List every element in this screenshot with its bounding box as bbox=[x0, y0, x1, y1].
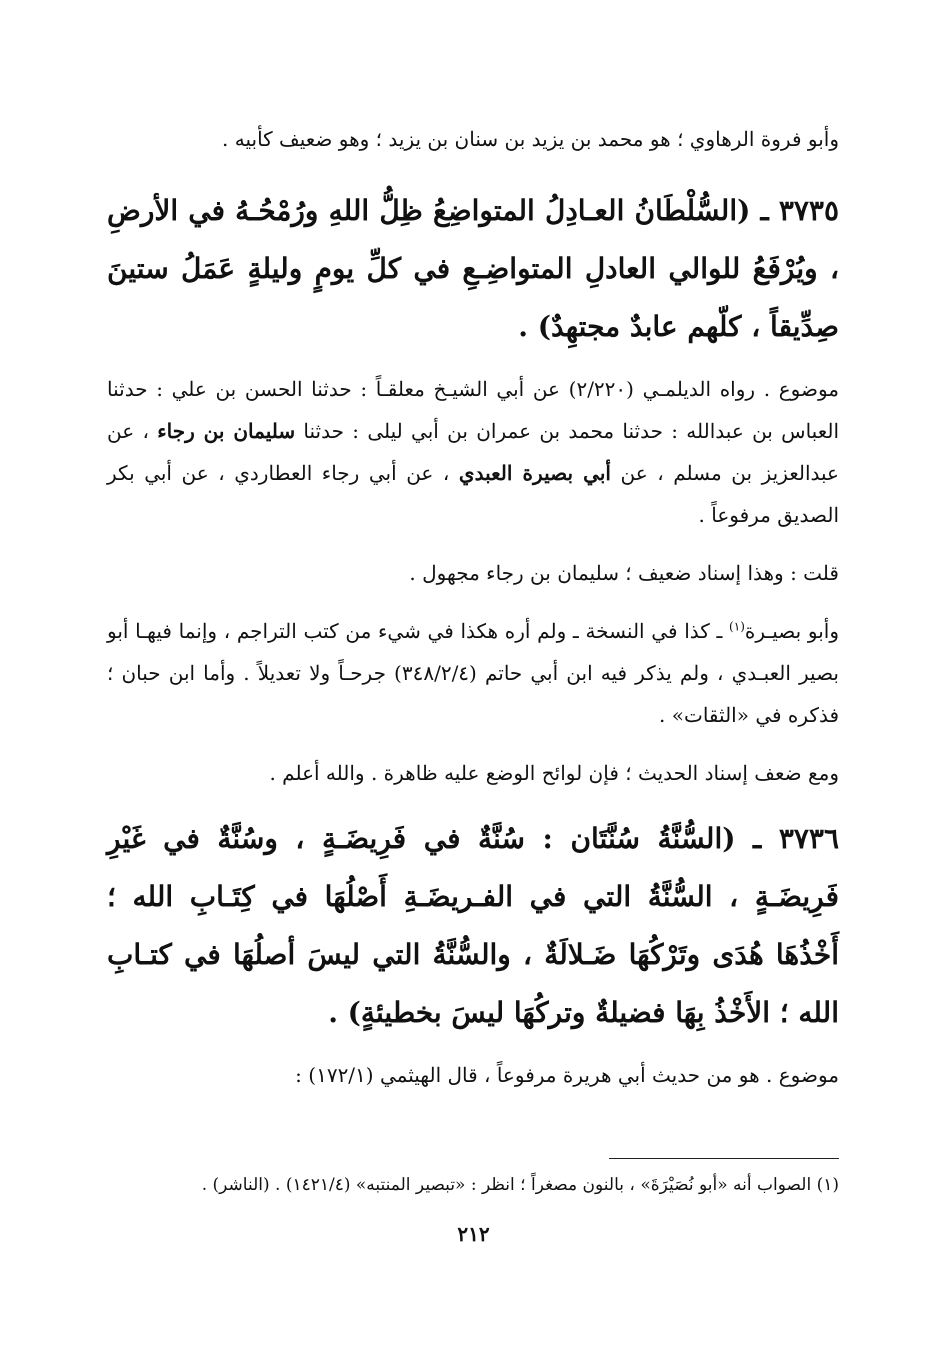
page-body bbox=[107, 118, 839, 1112]
footnote-reference[interactable]: (١) bbox=[729, 619, 745, 634]
hadith-3735: ٣٧٣٥ ـ (السُّلْطَانُ العـادِلُ المتواضِعُ ظِلُّ اللهِ ورُمْحُـهُ في الأرضِ ، ويُرْفَعُ للوالي العادلِ المتواضِـعِ في كلِّ يومٍ وليلةٍ عَمَلُ ستينَ صِدِّيقاً ، كلّهم عابدٌ مجتهِدٌ) . bbox=[107, 194, 839, 343]
takhrij-text-c: ، عن عبدالعزيز بن مسلم ، عن bbox=[107, 419, 839, 485]
paragraph-takhrij-3735 bbox=[107, 368, 839, 536]
paragraph-conclusion: ومع ضعف إسناد الحديث ؛ فإن لوائح الوضع عليه ظاهرة . والله أعلم . bbox=[269, 761, 839, 785]
narrator-sulayman: سليمان بن رجاء bbox=[157, 419, 296, 443]
paragraph-qultu: قلت : وهذا إسناد ضعيف ؛ سليمان بن رجاء مجهول . bbox=[409, 561, 839, 585]
paragraph-abu-farwa: وأبو فروة الرهاوي ؛ هو محمد بن يزيد بن سنان بن يزيد ؛ وهو ضعيف كأبيه . bbox=[222, 127, 839, 151]
takhrij-text-e: ، عن أبي رجاء العطاردي ، عن أبي بكر الصديق مرفوعاً . bbox=[107, 461, 839, 527]
abu-basira-text-b: ـ كذا في النسخة ـ ولم أره هكذا في شيء من كتب التراجم ، وإنما فيهـا أبو بصير العبـدي ، ولم يذكر فيه ابن أبي حاتم (٣٤٨/٢/٤) جرحـاً ولا تعديلاً . وأما ابن حبان ؛ فذكره في «الثقات» . bbox=[107, 619, 839, 727]
paragraph-abu-basira bbox=[107, 610, 839, 736]
hadith-3736: ٣٧٣٦ ـ (السُّنَّةُ سُنَّتَان : سُنَّةٌ في فَرِيضَـةٍ ، وسُنَّةٌ في غَيْرِ فَرِيضَـةٍ ، السُّنَّةُ التي في الفـريضَـةِ أَصْلُهَا في كِتَـابِ الله ؛ أَخْذُهَا هُدَى وتَرْكُهَا ضَـلالَةٌ ، والسُّنَّةُ التي ليسَ أصلُهَا في كتـابِ الله ؛ الأَخْذُ بِهَا فضيلةٌ وتركُهَا ليسَ بخطيئةٍ) . bbox=[107, 822, 839, 1029]
footnote-1: (١) الصواب أنه «أبو نُصَيْرَةَ» ، بالنون مصغراً ؛ انظر : «تبصير المنتبه» (١٤٢١/٤) . (الناشر) . bbox=[201, 1175, 839, 1195]
paragraph-takhrij-3736: موضوع . هو من حديث أبي هريرة مرفوعاً ، قال الهيثمي (١٧٢/١) : bbox=[295, 1063, 839, 1087]
page-number: ٢١٢ bbox=[457, 1222, 490, 1246]
takhrij-text-a: موضوع . رواه الديلمـي (٢/٢٢٠) عن أبي الشيـخ معلقـاً : حدثنا الحسن بن علي : حدثنا العباس بن عبدالله : حدثنا محمد بن عمران بن أبي ليلى : حدثنا bbox=[107, 377, 840, 443]
footnote-divider bbox=[609, 1158, 839, 1159]
abu-basira-text-a: وأبو بصيـرة bbox=[744, 619, 839, 643]
narrator-abu-basira: أبي بصيرة العبدي bbox=[458, 461, 611, 485]
